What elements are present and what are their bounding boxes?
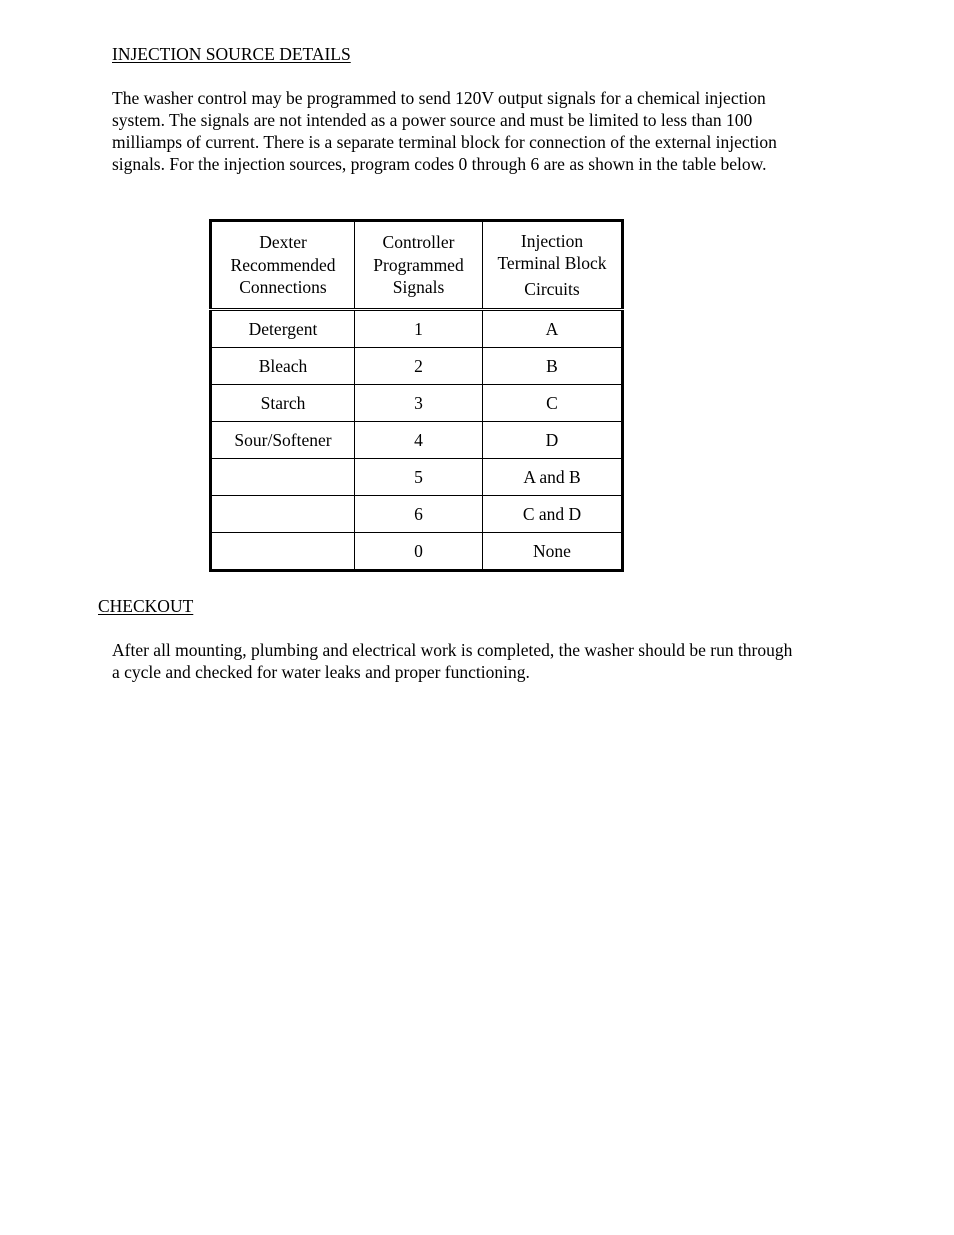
table-header-row [211, 221, 623, 310]
header-dexter-connections [211, 221, 355, 310]
circuit-cell: A [483, 310, 623, 348]
circuit-cell: D [483, 422, 623, 459]
connection-cell: Detergent [211, 310, 355, 348]
injection-source-paragraph [112, 87, 777, 175]
paragraph-line: system. The signals are not intended as a power source and must be limited to less than 100 [112, 110, 753, 130]
circuit-cell: C and D [483, 496, 623, 533]
header-line: Signals [392, 277, 445, 298]
paragraph-line: The washer control may be programmed to send 120V output signals for a chemical injection [112, 88, 766, 108]
injection-signal-table [209, 219, 624, 572]
table-row [211, 496, 623, 533]
connection-cell: Starch [211, 385, 355, 422]
header-controller-signals [355, 221, 483, 310]
injection-source-heading: INJECTION SOURCE DETAILS [112, 44, 351, 64]
table-row [211, 533, 623, 571]
header-terminal-circuits [483, 221, 623, 310]
paragraph-line: After all mounting, plumbing and electrical work is completed, the washer should be run through [112, 640, 793, 660]
checkout-paragraph [112, 639, 792, 683]
header-line: Controller [382, 232, 455, 253]
connection-cell [211, 533, 355, 571]
table-row [211, 422, 623, 459]
signal-cell: 1 [355, 310, 483, 348]
table-row [211, 348, 623, 385]
checkout-heading: CHECKOUT [98, 596, 194, 616]
paragraph-line: signals. For the injection sources, program codes 0 through 6 are as shown in the table below. [112, 154, 767, 174]
header-line: Dexter [259, 232, 307, 253]
header-line: Programmed [373, 254, 464, 275]
header-line: Recommended [230, 254, 336, 275]
circuit-cell: B [483, 348, 623, 385]
signal-cell: 6 [355, 496, 483, 533]
circuit-cell: A and B [483, 459, 623, 496]
connection-cell: Sour/Softener [211, 422, 355, 459]
header-line: Terminal Block [497, 253, 607, 274]
signal-cell: 2 [355, 348, 483, 385]
paragraph-line: a cycle and checked for water leaks and proper functioning. [112, 662, 530, 682]
signal-cell: 4 [355, 422, 483, 459]
connection-cell [211, 459, 355, 496]
circuit-cell: None [483, 533, 623, 571]
connection-cell [211, 496, 355, 533]
signal-cell: 3 [355, 385, 483, 422]
header-line: Injection [520, 230, 584, 251]
header-line: Circuits [524, 278, 580, 299]
table-row [211, 310, 623, 348]
table-row [211, 385, 623, 422]
circuit-cell: C [483, 385, 623, 422]
connection-cell: Bleach [211, 348, 355, 385]
signal-cell: 5 [355, 459, 483, 496]
header-line: Connections [239, 277, 327, 298]
table-row [211, 459, 623, 496]
signal-cell: 0 [355, 533, 483, 571]
paragraph-line: milliamps of current. There is a separate terminal block for connection of the external injection [112, 132, 777, 152]
